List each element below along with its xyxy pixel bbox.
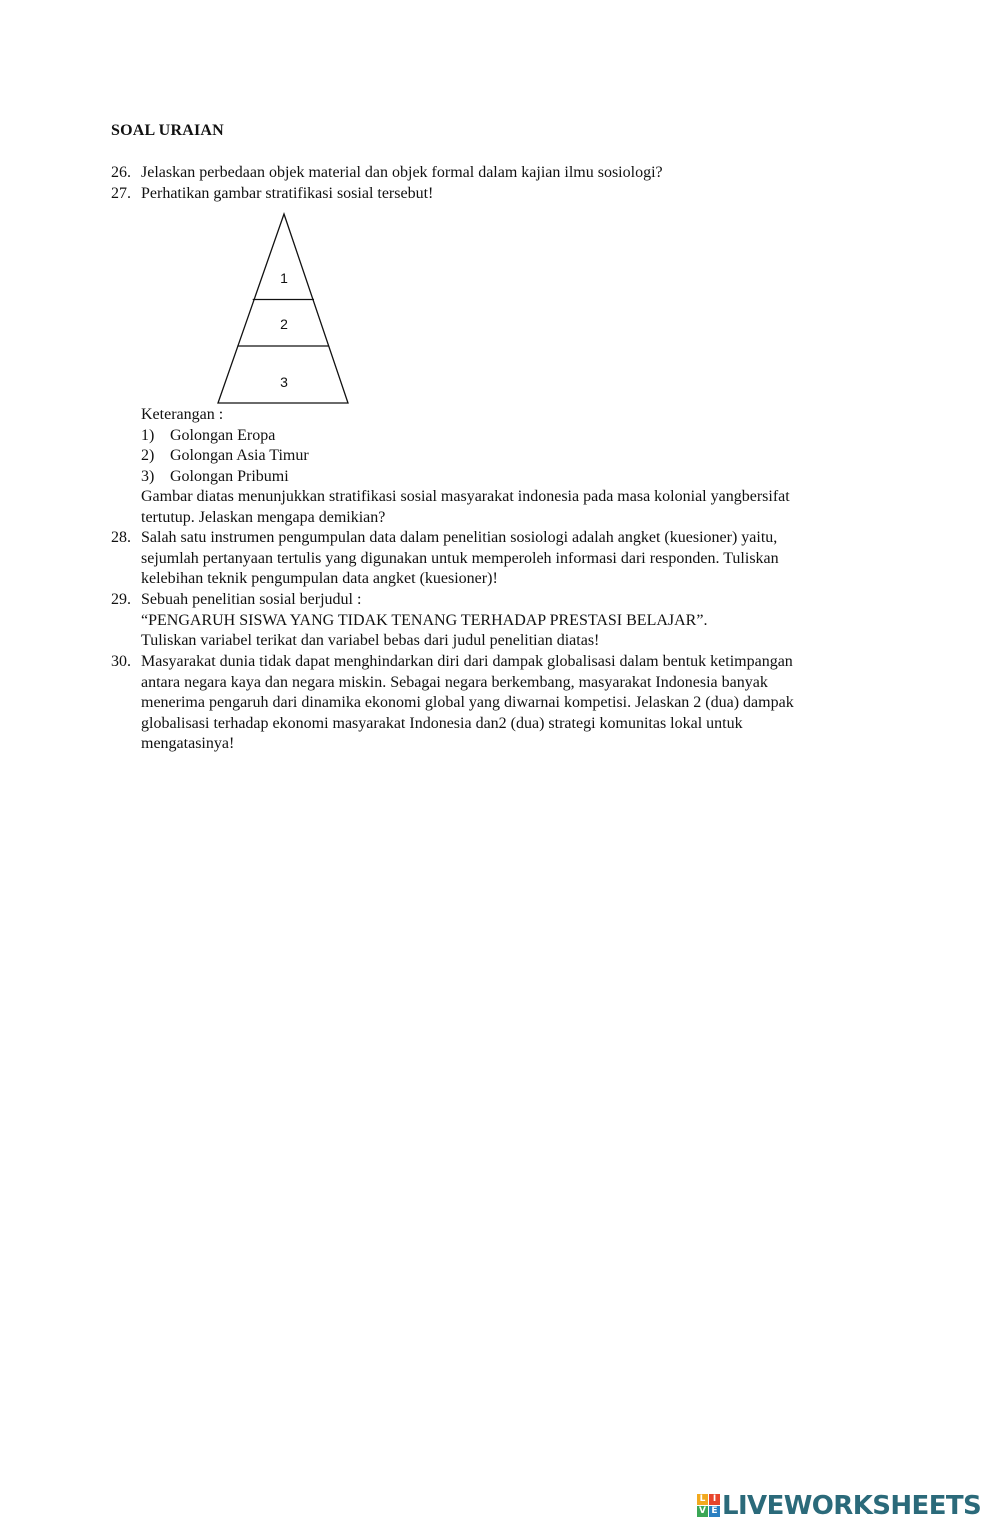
legend-number: 1): [141, 426, 155, 444]
legend-item-3: [141, 467, 891, 488]
question-29: [111, 590, 891, 652]
logo-tile: I: [709, 1494, 720, 1505]
question-28: [111, 528, 891, 590]
question-text: sejumlah pertanyaan tertulis yang digunakan untuk memperoleh informasi dari responden. Tuliskan: [141, 549, 779, 567]
question-number: 28.: [111, 529, 131, 546]
pyramid-label-3: 3: [280, 374, 288, 390]
question-text: tertutup. Jelaskan mengapa demikian?: [141, 508, 386, 526]
logo-tile: V: [697, 1506, 708, 1517]
section-heading: SOAL URAIAN: [111, 122, 224, 139]
research-title: “PENGARUH SISWA YANG TIDAK TENANG TERHADAP PRESTASI BELAJAR”.: [141, 611, 708, 629]
logo-tile: E: [709, 1506, 720, 1517]
legend-label: Golongan Eropa: [170, 426, 276, 444]
question-30: [111, 652, 891, 755]
question-text: Gambar diatas menunjukkan stratifikasi sosial masyarakat indonesia pada masa kolonial yangbersifat: [141, 488, 790, 505]
question-text: Perhatikan gambar stratifikasi sosial tersebut!: [141, 185, 434, 202]
question-number: 29.: [111, 591, 131, 608]
question-text: Tuliskan variabel terikat dan variabel bebas dari judul penelitian diatas!: [141, 632, 600, 649]
question-number: 27.: [111, 185, 131, 202]
question-26: [111, 163, 891, 184]
question-27: [111, 184, 891, 205]
legend-number: 2): [141, 447, 155, 464]
legend-item-2: [141, 446, 891, 467]
question-text: antara negara kaya dan negara miskin. Sebagai negara berkembang, masyarakat Indonesia banyak: [141, 673, 768, 691]
question-text: Jelaskan perbedaan objek material dan objek formal dalam kajian ilmu sosiologi?: [141, 164, 663, 181]
pyramid-label-1: 1: [280, 270, 288, 286]
question-number: 30.: [111, 653, 131, 670]
legend-item-1: [141, 426, 891, 447]
question-27-legend: [111, 405, 891, 528]
legend-number: 3): [141, 467, 155, 485]
stratification-pyramid: [216, 212, 350, 406]
logo-tiles-icon: [697, 1494, 721, 1518]
question-text: menerima pengaruh dari dinamika ekonomi global yang diwarnai kompetisi. Jelaskan 2 (dua) dampak: [141, 694, 794, 711]
question-text: globalisasi terhadap ekonomi masyarakat Indonesia dan2 (dua) strategi komunitas lokal untuk: [141, 714, 743, 732]
question-text: Masyarakat dunia tidak dapat menghindarkan diri dari dampak globalisasi dalam bentuk ketimpangan: [141, 653, 793, 670]
question-text: Sebuah penelitian sosial berjudul :: [141, 591, 362, 608]
question-number: 26.: [111, 164, 131, 181]
pyramid-label-2: 2: [280, 316, 288, 332]
liveworksheets-logo: [697, 1490, 997, 1520]
legend-label: Golongan Asia Timur: [170, 447, 309, 464]
logo-text: LIVEWORKSHEETS: [722, 1491, 982, 1521]
legend-title: Keterangan :: [141, 406, 224, 423]
question-text: Salah satu instrumen pengumpulan data dalam penelitian sosiologi adalah angket (kuesioner) yaitu,: [141, 529, 778, 546]
question-text: kelebihan teknik pengumpulan data angket (kuesioner)!: [141, 570, 498, 587]
legend-label: Golongan Pribumi: [170, 467, 289, 485]
question-text: mengatasinya!: [141, 735, 235, 752]
logo-tile: L: [697, 1494, 708, 1505]
